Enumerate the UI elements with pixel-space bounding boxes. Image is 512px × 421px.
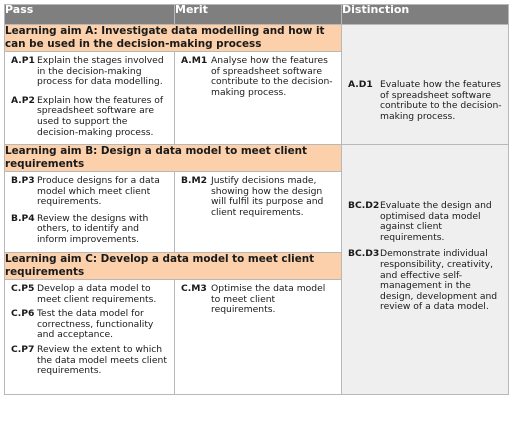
aim-a-title: Learning aim A: Investigate data modelling and how it can be used in the decision-making process [5, 25, 342, 52]
aim-c-merit-cell [175, 280, 342, 395]
criterion-code: B.P3 [11, 175, 35, 186]
criterion-text: Evaluate how the features of spreadsheet software contribute to the decision-making process. [380, 79, 502, 122]
criterion-a-m1 [175, 52, 341, 100]
criterion-c-m3 [175, 280, 341, 318]
header-row [5, 5, 509, 25]
criterion-bc-d2 [342, 145, 508, 245]
criterion-bc-d3 [342, 245, 508, 315]
criterion-code: C.P5 [11, 283, 35, 294]
criterion-text: Explain how the features of spreadsheet software are used to support the decision-making process. [37, 94, 164, 138]
criterion-code: A.P2 [11, 94, 35, 106]
criterion-text: Review the extent to which the data model meets client requirements. [37, 343, 167, 377]
criterion-code: C.P6 [11, 308, 35, 320]
criterion-c-p5 [5, 280, 174, 307]
criterion-text: Test the data model for correctness, functionality and acceptance. [37, 308, 154, 341]
aim-a-title-row [5, 25, 509, 52]
aim-a-distinction-cell [342, 25, 509, 145]
criterion-text: Demonstrate individual responsibility, creativity, and effective self-management in the design, development and review of a data model. [380, 248, 498, 313]
criterion-b-p4 [5, 210, 174, 248]
criterion-text: Review the designs with others, to identify and inform improvements. [37, 212, 149, 245]
criterion-c-p7 [5, 343, 174, 379]
criterion-text: Analyse how the features of spreadsheet software contribute to the decision-making process. [211, 55, 333, 98]
criterion-text: Evaluate the design and optimised data model against client requirements. [380, 200, 492, 243]
grading-criteria-table [4, 4, 509, 395]
criterion-code: A.P1 [11, 55, 35, 66]
aim-b-merit-cell [175, 172, 342, 253]
pass-header: Pass [5, 5, 175, 25]
criterion-code: B.M2 [181, 175, 208, 186]
criterion-text: Explain the stages involved in the decision-making process for data modelling. [37, 55, 164, 88]
aim-b-title-row [5, 145, 509, 172]
criterion-a-p2 [5, 90, 174, 140]
criterion-text: Develop a data model to meet client requirements. [37, 283, 157, 305]
aim-c-title: Learning aim C: Develop a data model to meet client requirements [5, 253, 342, 280]
criterion-text: Optimise the data model to meet client requirements. [211, 283, 326, 316]
aim-a-pass-cell [5, 52, 175, 145]
criterion-code: A.M1 [181, 55, 208, 66]
criterion-code: B.P4 [11, 212, 35, 224]
criterion-b-p3 [5, 172, 174, 210]
criterion-b-m2 [175, 172, 341, 220]
criterion-code: A.D1 [348, 79, 373, 90]
aim-c-pass-cell [5, 280, 175, 395]
criterion-text: Produce designs for a data model which meet client requirements. [37, 175, 160, 208]
criterion-code: BC.D3 [348, 248, 380, 260]
criterion-a-d1 [342, 25, 508, 124]
criterion-code: C.M3 [181, 283, 207, 294]
criterion-c-p6 [5, 307, 174, 343]
aim-a-merit-cell [175, 52, 342, 145]
criterion-code: C.P7 [11, 343, 35, 355]
distinction-header: Distinction [342, 5, 509, 25]
criterion-code: BC.D2 [348, 200, 380, 211]
merit-header: Merit [175, 5, 342, 25]
criterion-text: Justify decisions made, showing how the design will fulfil its purpose and client requirements. [211, 175, 324, 218]
aim-b-pass-cell [5, 172, 175, 253]
aim-b-title: Learning aim B: Design a data model to meet client requirements [5, 145, 342, 172]
criterion-a-p1 [5, 52, 174, 90]
aim-bc-distinction-cell [342, 145, 509, 395]
